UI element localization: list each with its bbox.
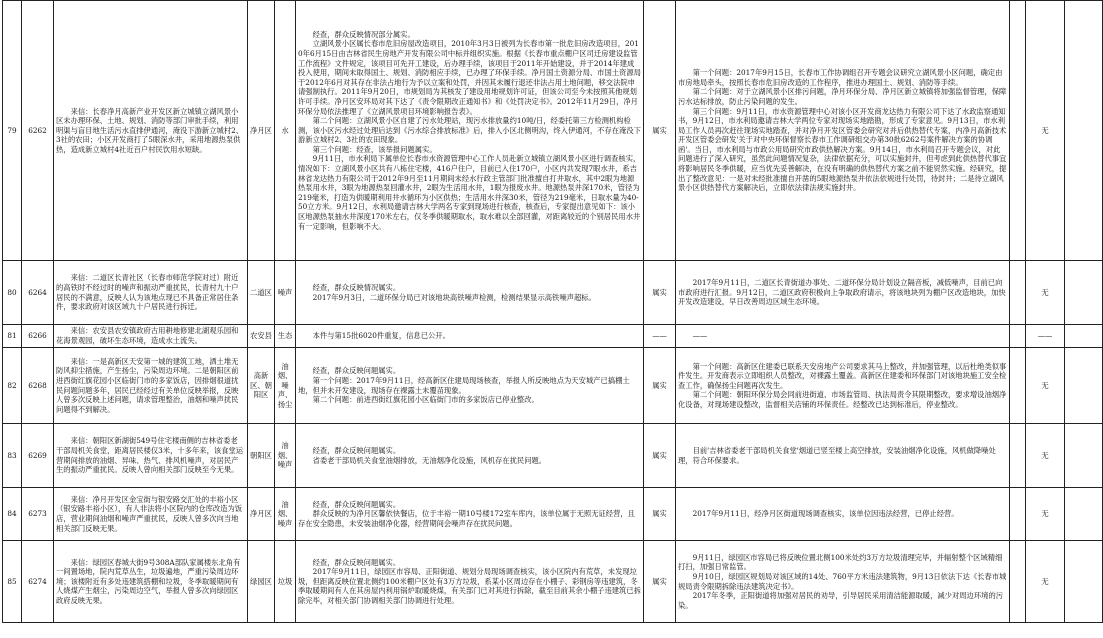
table-row xyxy=(3,348,1103,424)
administrative-area: 净月区 xyxy=(248,1,275,261)
administrative-area: 朝阳区 xyxy=(248,424,275,488)
investigation-result-paragraph: 群众反映的为净月区馨依快餐店，位于丰裕一期10号楼172室车库内，该单位属于无照无证经营，且存在安全隐患，未安装油烟净化器，经营期间会噪声存在扰民问题。 xyxy=(298,509,635,528)
administrative-area: 绿园区 xyxy=(248,541,275,623)
case-id: 6273 xyxy=(22,488,54,541)
remarks-cell xyxy=(1065,424,1103,488)
accountability: 无 xyxy=(1026,1,1065,261)
row-number: 84 xyxy=(3,488,22,541)
verdict: 属实 xyxy=(644,541,676,623)
complaint-content xyxy=(54,261,248,325)
complaint-text: 来信：农安县农安镇政府古用耕地修建北湖观乐园和花海景观园，破坏生态环境，造成水土流失。 xyxy=(56,326,239,345)
table-body xyxy=(3,1,1103,623)
accountability: 无 xyxy=(1026,261,1065,325)
handling-rectification-paragraph: 9月11日，绿园区市容局已将反映位置北侧100米处约3万方垃圾清理完毕，并辐射整个区域精细打扫，加强日常监管。 xyxy=(678,552,1003,572)
investigation-result-paragraph: 经查，群众反映情况属实。 xyxy=(312,282,401,292)
investigation-result-paragraph: 本件与第15批6020件重复，信息已公开。 xyxy=(312,331,450,341)
empty-cell xyxy=(1010,488,1026,541)
case-id: 6262 xyxy=(22,1,54,261)
handling-rectification-paragraph: —— xyxy=(692,331,708,341)
remarks-cell xyxy=(1065,541,1103,623)
table-row xyxy=(3,1,1103,261)
accountability: 无 xyxy=(1026,348,1065,424)
complaint-content xyxy=(54,541,248,623)
investigation-result xyxy=(296,541,644,623)
handling-rectification xyxy=(676,325,1010,348)
complaint-content xyxy=(54,1,248,261)
handling-rectification xyxy=(676,348,1010,424)
remarks-cell xyxy=(1065,1,1103,261)
table-row xyxy=(3,541,1103,623)
administrative-area: 高新区、朝阳区 xyxy=(248,348,275,424)
verdict: 属实 xyxy=(644,261,676,325)
investigation-result-paragraph: 第一个问题：2017年9月11日，经高新区住建局现场核查，举报人所反映地点为天安城产已搞棚土地，但并未开发建设，现场存在裸露土未覆苗现象。 xyxy=(298,375,630,395)
row-number: 83 xyxy=(3,424,22,488)
handling-rectification-paragraph: 9月10日，绿园区规划局对该区域的14处、760平方米违法建筑物，9月13日依法下达《长春市城规局责令限期拆除违法建筑决定书》。 xyxy=(678,571,1007,591)
verdict: —— xyxy=(644,325,676,348)
investigation-result-paragraph: 省委老干部局机关食堂油烟排放，无油烟净化设施，风机存在扰民问题。 xyxy=(312,455,547,465)
case-id: 6264 xyxy=(22,261,54,325)
pollution-type: 噪声 xyxy=(275,261,296,325)
handling-rectification xyxy=(676,1,1010,261)
complaint-text: 来信：长春净月高新产业开发区新立城镇立湖风景小区未办理环保、土地、规划、消防等部门审批手续，利用明渠与盲目地生活污水直排伊通河，淹没下游新立城村2、3社的农田；小区开发商打了5眼深水井，采用地源热泵供热，造成新立城村4社近百户村民饮用水短缺。 xyxy=(56,106,244,154)
handling-rectification-paragraph: 目前'吉林省委老干部局机关食堂'烟道已竖至楼上高空排放，安装油烟净化设施，风机做降噪处理，符合环保要求。 xyxy=(678,445,996,465)
table-row xyxy=(3,488,1103,541)
empty-cell xyxy=(1010,1,1026,261)
handling-rectification xyxy=(676,541,1010,623)
handling-rectification-paragraph: 第二个问题：对于立湖风景小区排污问题，净月环保分局、净月区新立城镇将加强监督管理，保障污水达标排放，防止污染问题的发生。 xyxy=(678,87,1007,106)
investigation-result-paragraph: 2017年9月11日，绿园区市容局、正阳街道、规划分局现场调查核实，该小区院内有荒草，未发现垃圾，但距离反映位置北侧约100米棚户区处有3万方垃圾，系某小区周边存在小棚子、彩钢房等违建筑，冬季取暖期间有人在其房屋内利用锅炉取暖烧煤，有关部门已对其进行拆除，截至目前其余小棚子违建筑已拆除完毕，对相关部门协调相关部门协调进行处理。 xyxy=(298,567,641,605)
complaint-content xyxy=(54,424,248,488)
handling-rectification xyxy=(676,488,1010,541)
investigation-result xyxy=(296,325,644,348)
empty-cell xyxy=(1010,541,1026,623)
handling-rectification-paragraph: 2017年冬季，正阳街道将加强对居民的劝导，引导居民采用清洁能源取暖，减少对周边环境的污染。 xyxy=(678,591,1004,610)
remarks-cell xyxy=(1065,348,1103,424)
complaint-text: 来信：朝阳区新湖街549号住宅楼南侧的吉林省委老干部局机关食堂，距离居民楼仅3米，十多年来，该食堂运营期间排放的油烟、异味、热气、排风机噪声，对居民产生的振动严重扰民。反映人曾向相关部门反映至今无果。 xyxy=(56,436,244,475)
case-id: 6268 xyxy=(22,348,54,424)
row-number: 81 xyxy=(3,325,22,348)
empty-cell xyxy=(1010,261,1026,325)
investigation-result-paragraph: 第三个问题：经查，该举报问题属实。 xyxy=(312,144,437,154)
investigation-result-paragraph: 经查，群众反映情况部分属实。 xyxy=(312,29,415,39)
table-row xyxy=(3,261,1103,325)
accountability: 无 xyxy=(1026,541,1065,623)
row-number: 82 xyxy=(3,348,22,424)
investigation-result-paragraph: 2017年9月3日，二道环保分局已对该地块高铁噪声检测，检测结果显示高铁噪声超标。 xyxy=(312,292,596,302)
row-number: 80 xyxy=(3,261,22,325)
investigation-result xyxy=(296,261,644,325)
remarks-cell xyxy=(1065,325,1103,348)
complaint-text: 来信：净月开发区金宝街与银安路交汇处的丰裕小区（银安路丰裕小区），有人非法将小区院内的仓库改造为饭店，营业期间油烟和噪声严重扰民，反映人曾多次向当地相关部门反映无果。 xyxy=(56,494,243,533)
accountability: —— xyxy=(1026,325,1065,348)
investigation-result-paragraph: 经查，群众反映问题属实。 xyxy=(312,499,401,509)
investigation-result-paragraph: 经查，群众反映问题属实。 xyxy=(312,557,401,567)
investigation-result xyxy=(296,488,644,541)
administrative-area: 净月区 xyxy=(248,488,275,541)
table-row xyxy=(3,325,1103,348)
administrative-area: 二道区 xyxy=(248,261,275,325)
pollution-type: 水 xyxy=(275,1,296,261)
investigation-result-paragraph: 第二个问题：立湖风景小区自建了污水处理站，现污水排放量约10吨/日，经委托第三方检测机构检测，该小区污水经过处理后达到《污水综合排放标准》后，排入小区北侧明沟，终入伊通河，不存在淹没下游新立城村2、3社的农田现象。 xyxy=(298,116,641,145)
pollution-type: 垃圾 xyxy=(275,541,296,623)
investigation-result xyxy=(296,1,644,261)
row-number: 85 xyxy=(3,541,22,623)
complaint-text: 来信：绿园区春城大街9号308A部队家属楼东北角有一间置场地，院内荒草丛生，垃圾遍地，严重污染周边环境；该楼附近有多处违建筑搭棚和垃圾，冬季取暖期间有人烧煤产生烟尘，污染周边空气，举报人曾多次向绿园区政府反映无果。 xyxy=(56,557,241,605)
handling-rectification-paragraph: 2017年9月11日，二道区长青街道办事处、二道环保分局计划设立隔音板，减低噪声，目前已向市政府进行汇报。9月12日，二道区政府积极向上争取政府请示，将该地块列为棚户区改造地块，加快开发改造建设，早日改善周边区域生态环境。 xyxy=(678,278,1006,307)
handling-rectification-paragraph: 第一个问题：高新区住建委已联系天安房地产公司要求其马上整改，并加强管理，以后杜绝类似事件发生。开发商表示立即组织人员整改，对裸露土覆盖。高新区住建委和环保部门对该地块施工安全检查工作，确保扬尘问题再次发生。 xyxy=(678,361,1007,390)
handling-rectification-paragraph: 第一个问题：2017年9月15日，长春市工作协调组召开专题会议研究立湖风景小区问题，确定由市房地局牵头，按照长春市危旧房改造的工作程序，推进办理国土、规划、消防等手续。 xyxy=(678,68,1003,87)
pollution-type: 油烟、噪声 xyxy=(275,424,296,488)
verdict: 属实 xyxy=(644,1,676,261)
empty-cell xyxy=(1010,325,1026,348)
investigation-result xyxy=(296,348,644,424)
handling-rectification xyxy=(676,261,1010,325)
verdict: 属实 xyxy=(644,424,676,488)
handling-rectification xyxy=(676,424,1010,488)
pollution-type: 油烟、噪声、扬尘 xyxy=(275,348,296,424)
complaint-content xyxy=(54,488,248,541)
handling-rectification-paragraph: 第二个问题：朝阳环保分局会同前进街道、市场监管局、执法局责令其限期整改，要求增设油烟净化设备，对现场建设整改，监督相关店铺的环保责任。经整改已达到标准后，停业整改。 xyxy=(678,390,1007,409)
pollution-type: 生态 xyxy=(275,325,296,348)
investigation-result-paragraph: 第二个问题：前进西街红旗花园小区临街门市的多家饭店已停业整改。 xyxy=(312,395,539,405)
remarks-cell xyxy=(1065,261,1103,325)
investigation-result xyxy=(296,424,644,488)
empty-cell xyxy=(1010,348,1026,424)
complaint-text: 来信：一是高新区天安第一城的建筑工地，洒土堆无防风抑尘措施，产生扬尘，污染周边环境。二是朝阳区前进西街红旗花园小区临街门市的多家饭店，因排烟很道扰民问题问题多年，居民已经经过有关单位反映举报，反映人曾多次反映上述问题，请求管理整治，油烟和噪声扰民问题得不到解决。 xyxy=(56,356,239,414)
verdict: 属实 xyxy=(644,348,676,424)
complaint-text: 来信：二道区长青社区（长春市师范学院对过）附近的高铁时不经过时的噪声和振动严重扰民，长青村九十户居民的不满意，反映人认为该地点现已不具备正常居住条件，要求政府对该区域九十户居民进行拆迁。 xyxy=(56,273,239,312)
empty-cell xyxy=(1010,424,1026,488)
row-number: 79 xyxy=(3,1,22,261)
administrative-area: 农安县 xyxy=(248,325,275,348)
accountability: 无 xyxy=(1026,424,1065,488)
handling-rectification-paragraph: 第三个问题：9月11日，市水资源管理中心对该小区开发商龙达热力有限公司下达了水政监察通知书，9月12日，市水利局邀请吉林大学两位专家对现场实地踏勘，形成了专家意见。9月13日，市水利局工作人员再次赶往现场实地踏查，并对净月开发区管委会研究对并后供热替代专案，内净月高新技术开发区管委会研发'关于对中央环保督察长春市工作调研组交办第30批6262号案件解决方案的协调函'。当日，市水利局与市政公用局研究市政供热解决方案。9月14日，市水利局召开专题会议，对此问题进行了深入研究，虽然此问题情况复杂，法律依据充分，可以实施封井，但考虑到此供热替代事宜将影响居民冬季供暖，应当优先妥善解决，在没有明确的供热替代方案之前不能贸然实施。经研究，提出了整改意见：一是对未经批准擅自开凿的5眼地源热泵井依法依规进行处罚，待封井；二是待立湖风景小区供热替代方案解决后，立即依法律法规实施封井。 xyxy=(678,106,1007,193)
pollution-type: 油烟、噪声 xyxy=(275,488,296,541)
complaint-table xyxy=(2,0,1103,623)
accountability: 无 xyxy=(1026,488,1065,541)
case-id: 6269 xyxy=(22,424,54,488)
investigation-result-paragraph: 经查，群众反映问题属实。 xyxy=(312,445,401,455)
complaint-content xyxy=(54,348,248,424)
case-id: 6266 xyxy=(22,325,54,348)
investigation-result-paragraph: 立湖风景小区属长春市危旧房屋改造项目，2010年3月3日被列为长春市第一批危旧房改造项目，2010年6月15日由吉林省民生房地产开发有限公司中标并组织实施。根据《长春市重点棚户区司迁房建设监管工作流程》文件规定，该项目可先开工建设，后办理手续，该项目于2011年开始建设，并于2014年建成投入使用，期间未取得国土、规划、消防相应手续，已办理了环保手续。净月国土资源分局、市国土资源局于2012年6月对其存在非法占地行为予以立案和处罚，并因其未履行退还非法占用土地问题，移交法院申请强制执行。2011年9月20日，市规划局为其核发了建设用地规划许可证，但该公司至今未按照其他规划许可手续。净月区安环局对其下达了《责令限期改正通知书》和《处罚决定书》。2012年11月29日，净月环保分局依法推理了《立湖风景项目环境影响报告表》。 xyxy=(298,39,641,116)
remarks-cell xyxy=(1065,488,1103,541)
handling-rectification-paragraph: 2017年9月11日，经净月区街道现场调查核实，该单位因违法经营，已停止经营。 xyxy=(692,509,959,519)
complaint-content xyxy=(54,325,248,348)
investigation-result-paragraph: 经查，群众反映问题属实。 xyxy=(312,366,401,376)
table-row xyxy=(3,424,1103,488)
case-id: 6274 xyxy=(22,541,54,623)
investigation-result-paragraph: 9月11日，市水利局下属单位长春市水资源管理中心工作人员赴新立城镇立湖风景小区进行调查核实，情况如下：立湖风景小区共有八栋住宅楼，416户住户，目前已入住170户，小区内共发现7眼水井，系吉林省龙达热力有限公司于2012年9月至11月期间未经水行政主管部门批准擅自打井取水，其中2眼为地源热泵用水井，3眼为地源热泵回灌水井，2眼为生活用水井，1眼为报废水井。地源热泵井深170米，管径为219毫米，打造为供暖期利用井水循环为小区供热；生活用水井深30米，管径为219毫米，日取水量为40-50立方米。9月12日，水利局邀请吉林大学两名专家到现场进行核查，核查后，专家提出意见如下：该小区地源热泵抽水井深度170米左右，仅冬季供暖期取水，取水难以全部回灌，对距离较近的个别居民用水井有一定影响，但影响不大。 xyxy=(298,154,641,231)
verdict: 属实 xyxy=(644,488,676,541)
